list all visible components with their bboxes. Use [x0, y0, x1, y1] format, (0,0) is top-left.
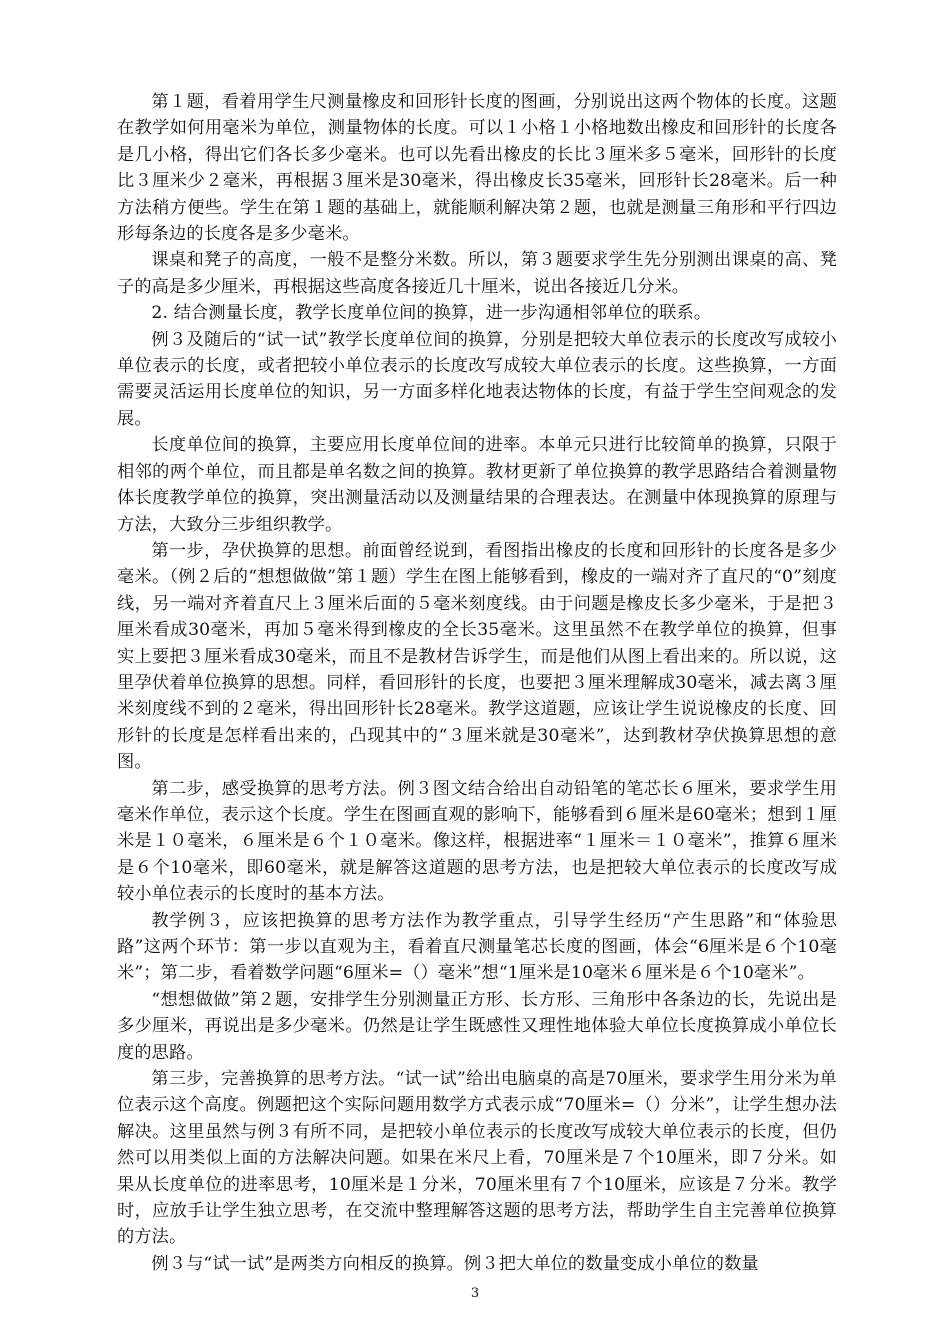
- section-heading: 2. 结合测量长度，教学长度单位间的换算，进一步沟通相邻单位的联系。: [151, 303, 712, 324]
- page-number: 3: [470, 1286, 480, 1301]
- paragraph: 长度单位间的换算，主要应用长度单位间的进率。本单元只进行比较简单的换算，只限于相邻的两个单位，而且都是单名数之间的换算。教材更新了单位换算的教学思路结合着测量物体长度教学单位的换算，突出测量活动以及测量结果的合理表达。在测量中体现换算的原理与方法，大致分三步组织教学。: [117, 435, 837, 535]
- paragraph: 例３及随后的“试一试”教学长度单位间的换算，分别是把较大单位表示的长度改写成较小单位表示的长度，或者把较小单位表示的长度改写成较大单位表示的长度。这些换算，一方面需要灵活运用长度单位的知识，另一方面多样化地表达物体的长度，有益于学生空间观念的发展。: [117, 329, 837, 429]
- paragraph: 第１题，看着用学生尺测量橡皮和回形针长度的图画，分别说出这两个物体的长度。这题在教学如何用毫米为单位，测量物体的长度。可以１小格１小格地数出橡皮和回形针的长度各是几小格，得出它们各长多少毫米。也可以先看出橡皮的长比３厘米多５毫米，回形针的长度比３厘米少２毫米，再根据３厘米是30毫米，得出橡皮长35毫米，回形针长28毫米。后一种方法稍方便些。学生在第１题的基础上，就能顺利解决第２题，也就是测量三角形和平行四边形每条边的长度各是多少毫米。: [117, 92, 837, 245]
- paragraph: 教学例３，应该把换算的思考方法作为教学重点，引导学生经历“产生思路”和“体验思路”这两个环节：第一步以直观为主，看着直尺测量笔芯长度的图画，体会“6厘米是６个10毫米”；第二步，看着数学问题“6厘米=（）毫米”想“1厘米是10毫米６厘米是６个10毫米”。: [117, 910, 837, 984]
- paragraph: 第一步，孕伏换算的思想。前面曾经说到，看图指出橡皮的长度和回形针的长度各是多少毫米。（例２后的“想想做做”第１题）学生在图上能够看到，橡皮的一端对齐了直尺的“0”刻度线，另一端对齐着直尺上３厘米后面的５毫米刻度线。由于问题是橡皮长多少毫米，于是把３厘米看成30毫米，再加５毫米得到橡皮的全长35毫米。这里虽然不在教学单位的换算，但事实上要把３厘米看成30毫米，而且不是教材告诉学生，而是他们从图上看出来的。所以说，这里孕伏着单位换算的思想。同样，看回形针的长度，也要把３厘米理解成30毫米，减去离３厘米刻度线不到的２毫米，得出回形针长28毫米。教学这道题，应该让学生说说橡皮的长度、回形针的长度是怎样看出来的，凸现其中的“３厘米就是30毫米”，达到教材孕伏换算思想的意图。: [117, 540, 837, 773]
- paragraph: 课桌和凳子的高度，一般不是整分米数。所以，第３题要求学生先分别测出课桌的高、凳子的高是多少厘米，再根据这些高度各接近几十厘米，说出各接近几分米。: [117, 250, 837, 297]
- document-body: [117, 89, 837, 1277]
- paragraph: 第二步，感受换算的思考方法。例３图文结合给出自动铅笔的笔芯长６厘米，要求学生用毫米作单位，表示这个长度。学生在图画直观的影响下，能够看到６厘米是60毫米；想到１厘米是１０毫米，６厘米是６个１０毫米。像这样，根据进率“１厘米＝１０毫米”，推算６厘米是６个10毫米，即60毫米，就是解答这道题的思考方法，也是把较大单位表示的长度改写成较小单位表示的长度时的基本方法。: [117, 778, 837, 905]
- paragraph: 例３与“试一试”是两类方向相反的换算。例３把大单位的数量变成小单位的数量: [151, 1253, 759, 1274]
- paragraph: “想想做做”第２题，安排学生分别测量正方形、长方形、三角形中各条边的长，先说出是多少厘米，再说出是多少毫米。仍然是让学生既感性又理性地体验大单位长度换算成小单位长度的思路。: [117, 989, 837, 1063]
- paragraph: 第三步，完善换算的思考方法。“试一试”给出电脑桌的高是70厘米，要求学生用分米为单位表示这个高度。例题把这个实际问题用数学方式表示成“70厘米=（）分米”，让学生想办法解决。这里虽然与例３有所不同，是把较小单位表示的长度改写成较大单位表示的长度，但仍然可以用类似上面的方法解决问题。如果在米尺上看，70厘米是７个10厘米，即７分米。如果从长度单位的进率思考，10厘米是１分米，70厘米里有７个10厘米，应该是７分米。教学时，应放手让学生独立思考，在交流中整理解答这题的思考方法，帮助学生自主完善单位换算的方法。: [117, 1069, 837, 1248]
